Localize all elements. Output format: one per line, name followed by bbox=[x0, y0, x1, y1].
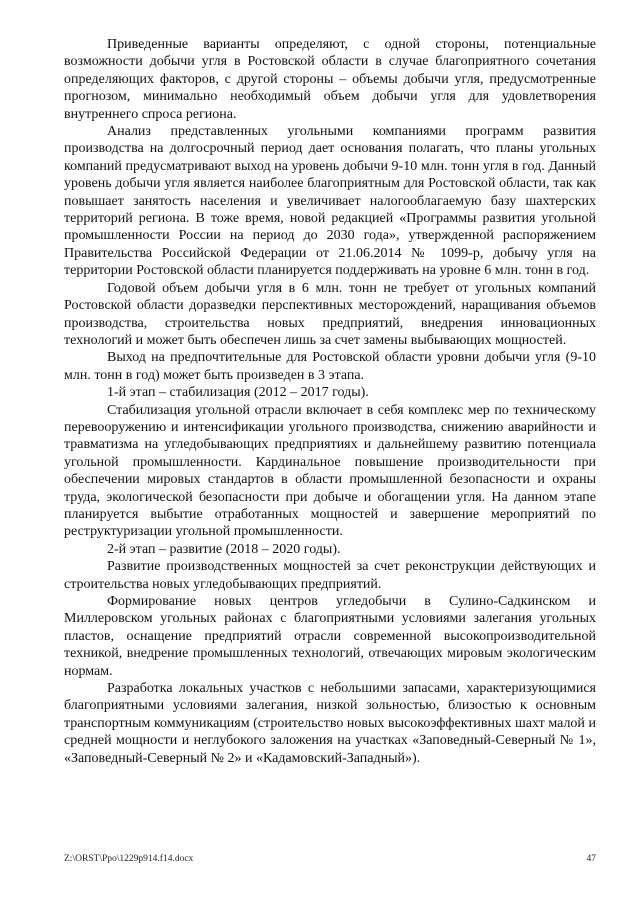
paragraph-local-sites: Разработка локальных участков с небольшими запасами, характеризующимися благоприятными условиями залегания, низкой зольностью, близостью к основным транспортным коммуникациям (строительство новых высокоэффективных шахт малой и средней мощности и неглубокого заложения на участках «Заповедный-Северный № 1», «Заповедный-Северный № 2» и «Кадамовский-Западный»). bbox=[64, 681, 596, 766]
page-footer bbox=[64, 854, 596, 864]
paragraph-new-centers: Формирование новых центров угледобычи в Сулино-Садкинском и Миллеровском угольных районах с благоприятными условиями залегания угольных пластов, оснащение предприятий отрасли современной высокопроизводительной техникой, внедрение промышленных технологий, отвечающих мировым экологическим нормам. bbox=[64, 594, 596, 679]
footer-file-path: Z:\ORST\Ppo\1229p914.f14.docx bbox=[64, 854, 194, 864]
stage1-heading: 1-й этап – стабилизация (2012 – 2017 годы). bbox=[107, 385, 369, 401]
paragraph-three-stages: Выход на предпочтительные для Ростовской области уровни добычи угля (9-10 млн. тонн в год) может быть произведен в 3 этапа. bbox=[64, 350, 596, 383]
document-body bbox=[64, 36, 596, 767]
paragraph-variants: Приведенные варианты определяют, с одной стороны, потенциальные возможности добычи угля в Ростовской области в случае благоприятного сочетания определяющих факторов, с другой стороны – объемы добычи угля, предусмотренные прогнозом, минимально необходимый объем добычи угля для удовлетворения внутреннего спроса региона. bbox=[64, 37, 596, 122]
paragraph-analysis: Анализ представленных угольными компаниями программ развития производства на долгосрочный период дает основания полагать, что планы угольных компаний предусматривают выход на уровень добычи 9-10 млн. тонн угля в год. Данный уровень добычи угля является наиболее благоприятным для Ростовской области, так как повышает занятость населения и увеличивает налогооблагаемую базу шахтерских территорий региона. В тоже время, новой редакцией «Программы развития угольной промышленности России на период до 2030 года», утвержденной распоряжением Правительства Российской Федерации от 21.06.2014 № 1099-р, добычу угля на территории Ростовской области планируется поддерживать на уровне 6 млн. тонн в год. bbox=[64, 124, 596, 279]
paragraph-stabilization: Стабилизация угольной отрасли включает в себя комплекс мер по техническому перевооружению и интенсификации угольного производства, снижению аварийности и травматизма на угледобывающих предприятиях и дальнейшему развитию потенциала угольной промышленности. Кардинальное повышение производительности при обеспечении мировых стандартов в области промышленной безопасности и охраны труда, экологической безопасности при добыче и обогащении угля. На данном этапе планируется выбытие отработанных мощностей и завершение мероприятий по реструктуризации угольной промышленности. bbox=[64, 402, 596, 540]
stage2-heading: 2-й этап – развитие (2018 – 2020 годы). bbox=[107, 541, 341, 557]
paragraph-development: Развитие производственных мощностей за счет реконструкции действующих и строительства новых угледобывающих предприятий. bbox=[64, 559, 596, 592]
paragraph-annual-volume: Годовой объем добычи угля в 6 млн. тонн не требует от угольных компаний Ростовской области доразведки перспективных месторождений, наращивания объемов производства, строительства новых предприятий, внедрения инновационных технологий и может быть обеспечен лишь за счет замены выбывающих мощностей. bbox=[64, 280, 596, 348]
page-number: 47 bbox=[586, 854, 596, 864]
